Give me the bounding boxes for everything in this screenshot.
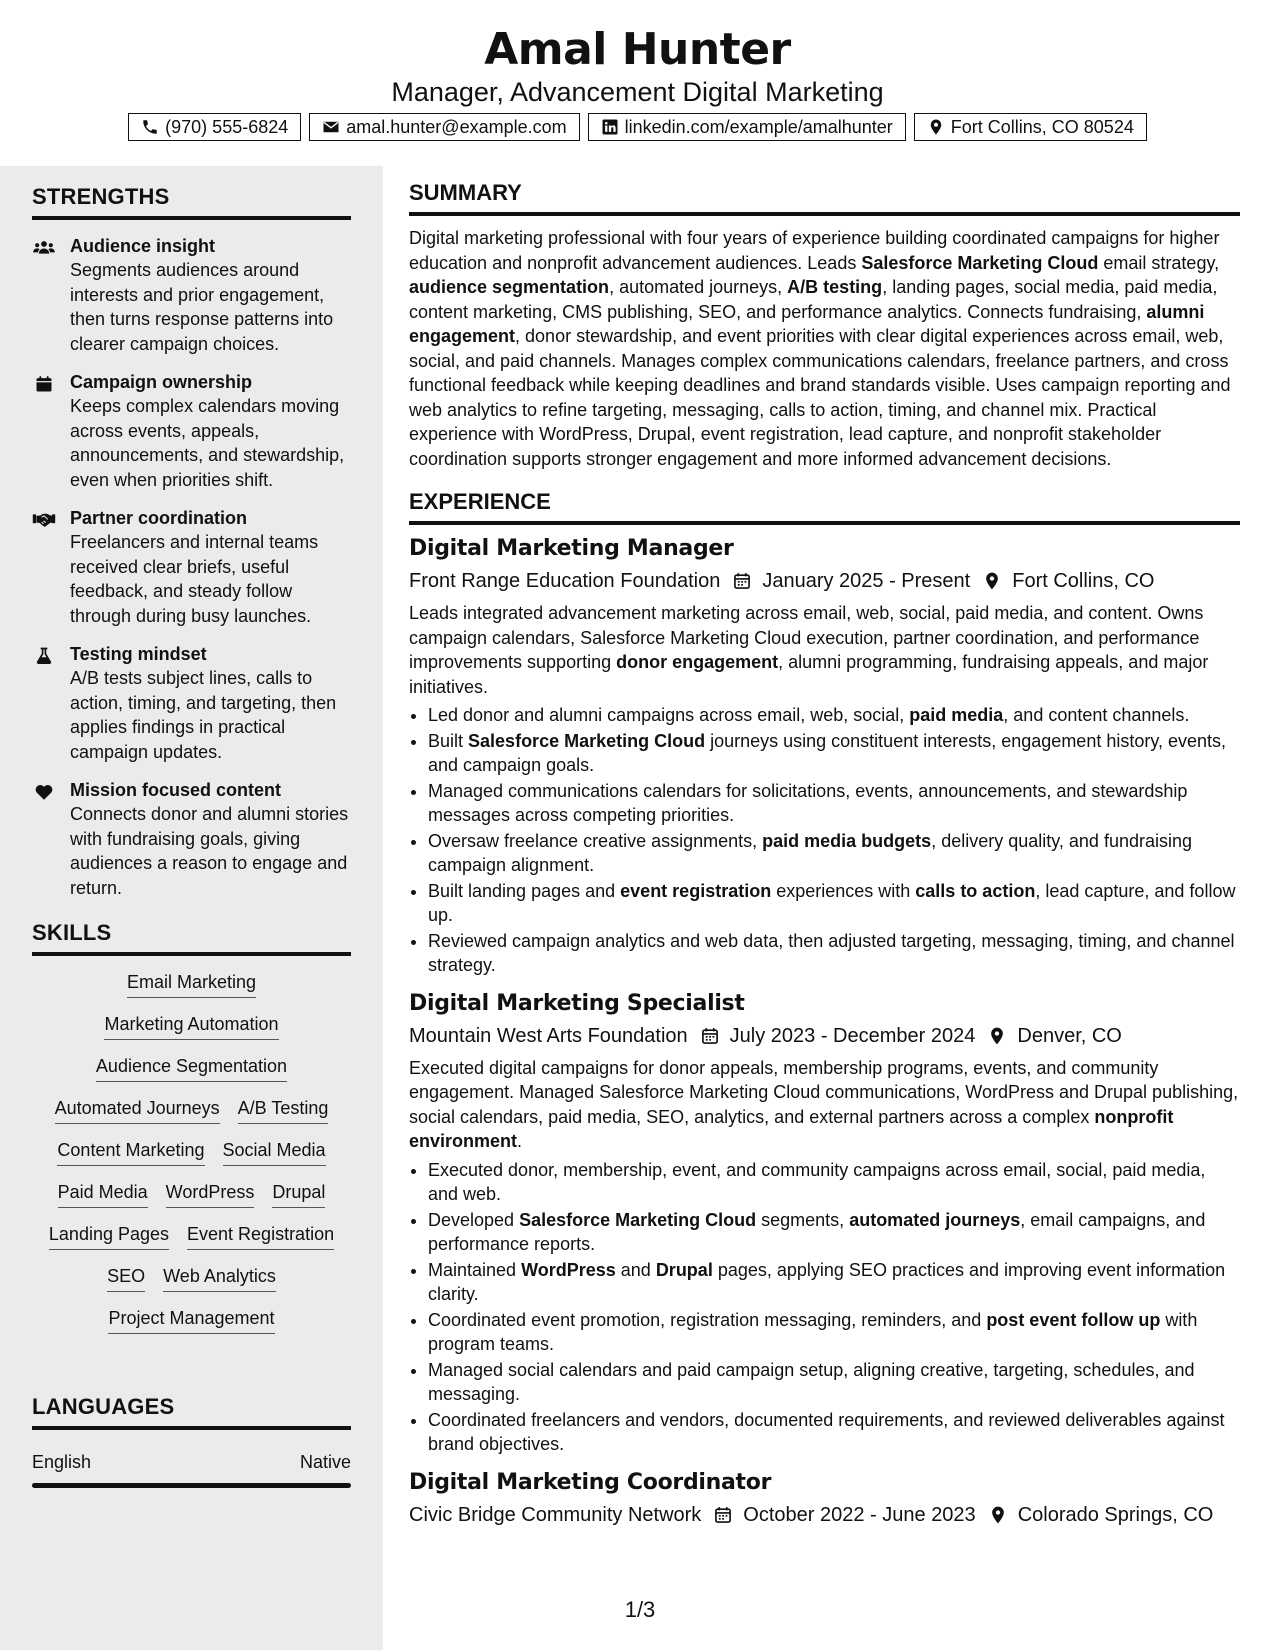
job-company: Civic Bridge Community Network [409, 1503, 702, 1526]
job-bullets [409, 703, 1240, 978]
main-content [409, 180, 1240, 1529]
skill-tag: Paid Media [58, 1180, 148, 1208]
skill-tag: Marketing Automation [104, 1012, 278, 1040]
contact-item[interactable] [128, 113, 301, 141]
list-item: • Led donor and alumni campaigns across email, web, social, paid media, and content channels. [428, 703, 1240, 728]
page-number: 1/3 [624, 1597, 656, 1622]
strength-item [32, 642, 351, 764]
list-item: • Managed social calendars and paid campaign setup, aligning creative, targeting, schedules, and messaging. [428, 1358, 1240, 1407]
job-location: Colorado Springs, CO [1017, 1503, 1214, 1526]
languages-title: LANGUAGES [32, 1394, 351, 1430]
strength-item [32, 234, 351, 356]
users-icon [32, 234, 70, 356]
strength-item [32, 370, 351, 492]
skill-tag: Audience Segmentation [96, 1054, 287, 1082]
map-pin-icon [927, 118, 945, 136]
skill-tag: Email Marketing [127, 970, 256, 998]
job-location: Fort Collins, CO [1012, 570, 1155, 592]
calendar-icon [32, 370, 70, 492]
skill-tag: Social Media [223, 1138, 326, 1166]
contact-text: Fort Collins, CO 80524 [950, 116, 1134, 137]
candidate-headline: Manager, Advancement Digital Marketing [391, 77, 884, 107]
calendar-icon [720, 571, 762, 591]
job-dates: January 2025 - Present [762, 570, 971, 592]
strength-title: Partner coordination [70, 508, 248, 528]
skill-tag: Web Analytics [163, 1264, 276, 1292]
skills-title: SKILLS [32, 920, 351, 956]
list-item: • Executed donor, membership, event, and community campaigns across email, social, paid media, and web. [428, 1158, 1240, 1207]
strength-title: Testing mindset [70, 644, 207, 664]
candidate-name: Amal Hunter [484, 24, 791, 75]
experience-title: EXPERIENCE [409, 489, 1240, 525]
skill-tag: WordPress [166, 1180, 255, 1208]
language-proficiency-track [32, 1483, 351, 1488]
strength-item [32, 506, 351, 628]
list-item: • Coordinated event promotion, registration messaging, reminders, and post event follow up with program teams. [428, 1308, 1240, 1357]
job-summary: Executed digital campaigns for donor appeals, membership programs, events, and community engagement. Managed Salesforce Marketing Cloud communications, WordPress and Drupal publishing, social calendars, paid media, SEO, analytics, and external partners across a complex nonprofit environment. [409, 1057, 1239, 1151]
summary-text: Digital marketing professional with four years of experience building coordinated campaigns for higher education and nonprofit advancement audiences. Leads Salesforce Marketing Cloud email strategy, audience segmentation, automated journeys, A/B testing, landing pages, social media, paid media, content marketing, CMS publishing, SEO, and performance analytics. Connects fundraising, alumni engagement, donor stewardship, and event priorities with clear digital experiences across email, web, social, and paid channels. Manages complex communications calendars, freelance partners, and cross functional feedback while keeping deadlines and brand standards visible. Uses campaign reporting and web analytics to refine targeting, messaging, calls to action, timing, and channel mix. Practical experience with WordPress, Drupal, event registration, lead capture, and nonprofit stakeholder coordination supports stronger engagement and more informed advancement decisions. [409, 228, 1231, 469]
contact-item[interactable] [309, 113, 579, 141]
contact-text: (970) 555-6824 [165, 116, 289, 137]
strengths-list [32, 234, 351, 900]
job-dates: October 2022 - June 2023 [743, 1503, 976, 1526]
contact-item[interactable] [914, 113, 1147, 141]
list-item: • Oversaw freelance creative assignments, paid media budgets, delivery quality, and fundraising campaign alignment. [428, 829, 1240, 878]
list-item: • Maintained WordPress and Drupal pages, applying SEO practices and improving event information clarity. [428, 1258, 1240, 1307]
resume-header [0, 0, 1275, 108]
strength-title: Campaign ownership [70, 372, 253, 392]
job-company: Front Range Education Foundation [409, 570, 721, 592]
strength-description: Connects donor and alumni stories with fundraising goals, giving audiences a reason to engage and return. [70, 804, 349, 898]
skill-tag: Project Management [108, 1306, 274, 1334]
language-name: English [32, 1452, 92, 1472]
skill-tag: Automated Journeys [55, 1096, 220, 1124]
strengths-title: STRENGTHS [32, 184, 351, 220]
job-meta [409, 567, 1240, 595]
summary-title: SUMMARY [409, 180, 1240, 216]
sidebar-content [32, 184, 351, 1488]
language-row [32, 1452, 351, 1473]
job-entry [409, 535, 1240, 978]
skill-tag: Drupal [272, 1180, 325, 1208]
job-location: Denver, CO [1017, 1024, 1122, 1047]
strength-description: Freelancers and internal teams received clear briefs, useful feedback, and steady follow through during busy launches. [70, 532, 319, 626]
job-entry [409, 990, 1240, 1457]
map-pin-icon [975, 1026, 1017, 1046]
job-summary: Leads integrated advancement marketing across email, web, social, paid media, and content. Owns campaign calendars, Salesforce Marketing Cloud execution, partner coordination, and performance improvements supporting donor engagement, alumni programming, fundraising appeals, and major initiatives. [409, 603, 1209, 697]
contact-bar [0, 113, 1275, 141]
job-company: Mountain West Arts Foundation [409, 1024, 688, 1047]
strength-item [32, 778, 351, 900]
calendar-icon [688, 1026, 730, 1046]
job-dates: July 2023 - December 2024 [729, 1024, 976, 1047]
job-bullets [409, 1158, 1240, 1457]
job-title: Digital Marketing Specialist [409, 990, 745, 1016]
language-level: Native [299, 1452, 351, 1472]
list-item: • Coordinated freelancers and vendors, documented requirements, and reviewed deliverables against brand objectives. [428, 1408, 1240, 1457]
calendar-icon [701, 1505, 743, 1525]
strength-description: Keeps complex calendars moving across events, appeals, announcements, and stewardship, even when priorities shift. [70, 396, 345, 490]
handshake-icon [32, 506, 70, 628]
skill-tag: Landing Pages [49, 1222, 169, 1250]
heart-icon [32, 778, 70, 900]
phone-icon [141, 118, 159, 136]
sidebar [0, 166, 383, 1650]
job-title: Digital Marketing Coordinator [409, 1469, 772, 1495]
list-item: • Built landing pages and event registration experiences with calls to action, lead capture, and follow up. [428, 879, 1240, 928]
languages-list [32, 1452, 351, 1488]
skill-tag: A/B Testing [238, 1096, 329, 1124]
language-proficiency-bar [32, 1483, 351, 1488]
strength-description: Segments audiences around interests and prior engagement, then turns response patterns into clearer campaign choices. [70, 260, 334, 354]
job-title: Digital Marketing Manager [409, 536, 734, 561]
skill-tag: Event Registration [187, 1222, 334, 1250]
skill-tag: Content Marketing [57, 1138, 204, 1166]
linkedin-icon [601, 118, 619, 136]
job-meta [409, 1022, 1240, 1050]
list-item: • Built Salesforce Marketing Cloud journeys using constituent interests, engagement history, events, and campaign goals. [428, 729, 1240, 778]
list-item: • Developed Salesforce Marketing Cloud segments, automated journeys, email campaigns, and performance reports. [428, 1208, 1240, 1257]
contact-item[interactable] [588, 113, 906, 141]
experience-list [409, 535, 1240, 1529]
list-item: • Managed communications calendars for solicitations, events, announcements, and stewardship messages across competing priorities. [428, 779, 1240, 828]
envelope-icon [322, 118, 340, 136]
contact-text: linkedin.com/example/amalhunter [624, 116, 893, 137]
list-item: • Reviewed campaign analytics and web data, then adjusted targeting, messaging, timing, and channel strategy. [428, 929, 1240, 978]
job-entry [409, 1469, 1240, 1529]
job-meta [409, 1501, 1240, 1529]
contact-text: amal.hunter@example.com [346, 116, 567, 137]
flask-icon [32, 642, 70, 764]
strength-description: A/B tests subject lines, calls to action, timing, and targeting, then applies findings in practical campaign updates. [70, 668, 337, 762]
skills-list [32, 970, 351, 1334]
map-pin-icon [970, 571, 1012, 591]
skill-tag: SEO [107, 1264, 145, 1292]
strength-title: Mission focused content [70, 780, 282, 800]
strength-title: Audience insight [70, 236, 216, 256]
map-pin-icon [976, 1505, 1018, 1525]
